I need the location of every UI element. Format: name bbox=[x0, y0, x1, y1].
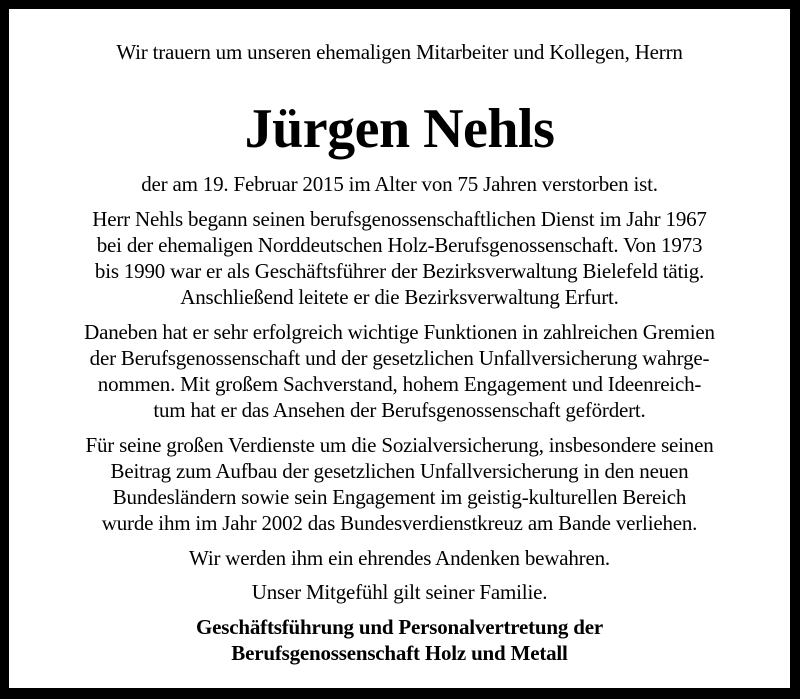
intro-line: Wir trauern um unseren ehemaligen Mitarbeiter und Kollegen, Herrn bbox=[116, 40, 683, 64]
obituary-notice bbox=[9, 9, 790, 688]
deceased-name: Jürgen Nehls bbox=[244, 98, 555, 160]
paragraph-1-line: Anschließend leitete er die Bezirksverwaltung Erfurt. bbox=[180, 285, 619, 309]
paragraph-2-line: tum hat er das Ansehen der Berufsgenossenschaft gefördert. bbox=[153, 398, 646, 422]
paragraph-3-line: wurde ihm im Jahr 2002 das Bundesverdienstkreuz am Bande verliehen. bbox=[101, 511, 698, 535]
signature-line: Geschäftsführung und Personalvertretung der bbox=[196, 615, 603, 639]
paragraph-1-line: Herr Nehls begann seinen berufsgenossenschaftlichen Dienst im Jahr 1967 bbox=[92, 207, 707, 231]
paragraph-2-line: der Berufsgenossenschaft und der gesetzlichen Unfallversicherung wahrge- bbox=[89, 346, 710, 370]
paragraph-3-line: Für seine großen Verdienste um die Sozialversicherung, insbesondere seinen bbox=[85, 433, 714, 457]
paragraph-1-line: bei der ehemaligen Norddeutschen Holz-Berufsgenossenschaft. Von 1973 bbox=[96, 233, 703, 257]
paragraph-3-line: Beitrag zum Aufbau der gesetzlichen Unfallversicherung in den neuen bbox=[110, 459, 689, 483]
condolence-line: Unser Mitgefühl gilt seiner Familie. bbox=[251, 580, 548, 604]
death-line: der am 19. Februar 2015 im Alter von 75 Jahren verstorben ist. bbox=[141, 172, 658, 196]
signature-line: Berufsgenossenschaft Holz und Metall bbox=[231, 641, 568, 665]
paragraph-2-line: Daneben hat er sehr erfolgreich wichtige Funktionen in zahlreichen Gremien bbox=[84, 320, 715, 344]
paragraph-3-line: Bundesländern sowie sein Engagement im geistig-kulturellen Bereich bbox=[112, 485, 687, 509]
paragraph-2-line: nommen. Mit großem Sachverstand, hohem Engagement und Ideenreich- bbox=[97, 372, 702, 396]
paragraph-1-line: bis 1990 war er als Geschäftsführer der Bezirksverwaltung Bielefeld tätig. bbox=[94, 259, 705, 283]
remembrance-line: Wir werden ihm ein ehrendes Andenken bewahren. bbox=[189, 546, 610, 570]
